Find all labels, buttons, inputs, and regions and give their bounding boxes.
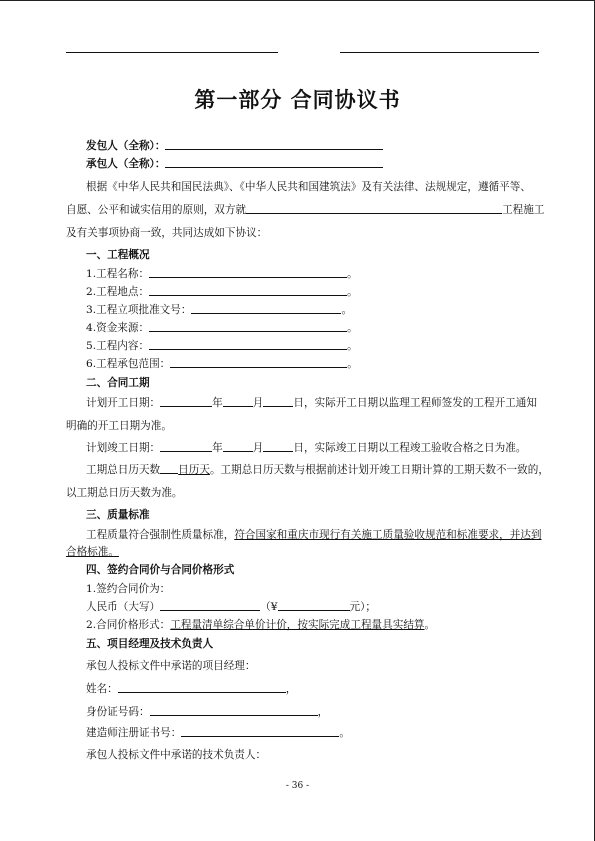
pm-name-line: 姓名： ， (86, 683, 297, 695)
price-form-line: 2.合同价格形式：工程量清单综合单价计价，按实际完成工程量具实结算。 (86, 619, 436, 631)
contractor-line: 承包人（全称）： (86, 157, 383, 171)
total-days-line: 工期总日历天数 日历天。工期总日历天数与根据前述计划开竣工日期计算的工期天数不一致的， (86, 464, 549, 476)
page-number: - 36 - (285, 781, 310, 791)
planned-start-line: 计划开工日期： 年 月 日，实际开工日期以监理工程师签发的工程开工通知 (86, 397, 537, 409)
planned-finish-line: 计划竣工日期： 年 月 日，实际竣工日期以工程竣工验收合格之日为准。 (86, 442, 527, 454)
planned-start-line-2: 明确的开工日期为准。 (66, 420, 172, 432)
project-item-2: 2.工程地点： 。 (86, 286, 358, 298)
pm-intro: 承包人投标文件中承诺的项目经理： (86, 660, 256, 672)
pm-id-line: 身份证号码： ， (86, 706, 329, 718)
total-days-line-2: 以工期总日历天数为准。 (66, 487, 183, 499)
header-rule-left (66, 52, 278, 53)
section-2-heading: 二、合同工期 (86, 377, 150, 389)
project-name-blank (246, 203, 502, 214)
page-title: 第一部分 合同协议书 (194, 88, 401, 112)
project-item-6: 6.工程承包范围： 。 (86, 358, 358, 370)
quality-line-2: 合格标准。 (66, 546, 119, 558)
employer-blank (165, 139, 383, 150)
project-item-3: 3.工程立项批准文号： 。 (86, 304, 353, 316)
tech-lead-intro: 承包人投标文件中承诺的技术负责人： (86, 749, 267, 761)
page-top-border (0, 0, 595, 1)
quality-line-1: 工程质量符合强制性质量标准，符合国家和重庆市现行有关施工质量验收规范和标准要求，并达到 (86, 529, 542, 541)
intro-line-1: 根据《中华人民共和国民法典》、《中华人民共和国建筑法》及有关法律、法规规定，遵循平等、 (86, 181, 531, 193)
project-item-1: 1.工程名称： 。 (86, 268, 358, 280)
project-item-4: 4.资金来源： 。 (86, 322, 358, 334)
header-rule-right (340, 52, 539, 53)
project-item-5: 5.工程内容： 。 (86, 340, 358, 352)
employer-line: 发包人（全称）： (86, 139, 383, 153)
section-4-heading: 四、签约合同价与合同价格形式 (86, 564, 235, 576)
contract-price-label: 1.签约合同价为： (86, 583, 171, 595)
pm-cert-line: 建造师注册证书号： 。 (86, 727, 350, 739)
intro-line-2: 自愿、公平和诚实信用的原则，双方就 工程施工 (66, 204, 545, 216)
intro-line-3: 及有关事项协商一致，共同达成如下协议： (66, 227, 268, 239)
section-5-heading: 五、项目经理及技术负责人 (86, 638, 214, 650)
contractor-blank (165, 157, 383, 168)
section-3-heading: 三、质量标准 (86, 509, 150, 521)
price-rmb-line: 人民币（大写） （¥ 元）； (86, 601, 376, 613)
section-1-heading: 一、工程概况 (86, 249, 150, 261)
